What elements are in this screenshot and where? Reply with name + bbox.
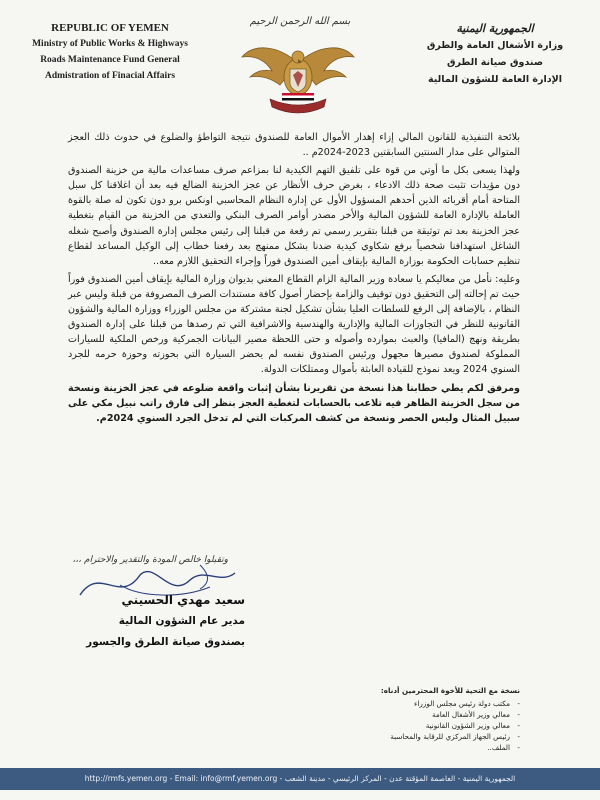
letterhead-footer xyxy=(0,768,600,790)
closing-salutation: وتقبلوا خالص المودة والتقدير والاحترام ،،، xyxy=(72,555,228,565)
copy-recipient: - رئيس الجهاز المركزي للرقابة والمحاسبة xyxy=(270,731,520,742)
arabic-letterhead xyxy=(400,20,590,88)
signatory-org: بصندوق صيانة الطرق والجسور xyxy=(86,636,245,648)
body-paragraph-2: ولهذا يسعى بكل ما أوتي من قوة على تلفيق التهم الكيدية لنا بمزاعم صرف مساعدات مالية من خزينة الصندوق دون مؤيدات تثبت صحة ذلك الادعاء ، بغرض حرف الأنظار عن عجز الخزينة الضالع فيه بعد أن اغلاقنا كل سبل المتاحة أمام أقربائه الذين أحدهم المسؤول الأول عن إدارة النظام المحاسبي اونكس برو دون تكون له صلة بالقوة العاملة بالإدارة العامة للشؤون المالية والأخر مصدر أوامر الصرف البنكي والتعدي من الخزينة من القيام بتغطية عجز الخزينة بعد تم توثيقة من قبلنا بتقرير رسمي تم رفعة من قبلنا إلى رئيس مجلس إدارة الصندوق وأصبح شغله الشاغل استهدافنا شخصياً برفع شكاوي كيدية ضدنا بشكل ممنهج بعد رفعنا خطاب إلى الوكيل المساعد لقطاع تنظيم حسابات الحكومة بوزارة المالية بإيقاف أمين الصندوق فوراً وإجراء التحقيق اللازم معه.. xyxy=(68,165,520,267)
bismillah: بسم الله الرحمن الرحيم xyxy=(249,16,351,27)
copies-list xyxy=(270,685,520,753)
copies-caption: نسخة مع التحية للأخوة المحترمين أدناه: xyxy=(380,686,520,695)
letterhead-ar-line-2: وزارة الأشغال العامة والطرق xyxy=(426,40,564,51)
copy-recipient: - معالي وزير الشؤون القانونية xyxy=(270,720,520,731)
signatory-title: مدير عام الشؤون المالية xyxy=(118,615,245,627)
letterhead-en-line-1: REPUBLIC OF YEMEN xyxy=(51,22,169,34)
signature-block xyxy=(70,590,245,653)
yemen-eagle-emblem-icon xyxy=(238,35,358,125)
body-paragraph-1: بلائحة التنفيذية للقانون المالي إزاء إهدار الأموال العامة للصندوق نتيجة التواطؤ والضلوع في حدوث ذلك العجز المتوالي على مدار السنتين السابقتين 2023-2024م .. xyxy=(68,132,520,159)
english-letterhead xyxy=(10,20,210,84)
copy-recipient: - معالي وزير الأشغال العامة xyxy=(270,709,520,720)
letterhead-ar-line-4: الإدارة العامة للشؤون المالية xyxy=(428,74,562,85)
letterhead-en-line-4: Admistration of Finacial Affairs xyxy=(44,71,176,81)
body-paragraph-4: ومرفق لكم يطي خطابنا هذا نسخة من تقريرنا بشأن إثبات واقعة ضلوعه في عجز الخزينة ونسخة من سجل الخزينة الظاهر فيه تلاعب بالحسابات لتغطية العجز بنظر إلى فارق راتب نبيل مكي على سبيل المثال وليس الحصر ونسخة من كشف المركبات التي لم تدخل الجرد السنوي 2024م. xyxy=(68,382,520,424)
body-paragraph-3: وعليه: نأمل من معاليكم يا سعادة وزير المالية الزام القطاع المعني بديوان وزارة المالية بإيقاف أمين الصندوق فوراً حيث تم إحالته إلى التحقيق دون توقيف والزامة بإحضار أصول كافة مستندات الصرف المصروفة من قبلة وليس عبر النظام ، بالإضافة إلى الرفع للسلطات العليا بشأن تشكيل لجنة مشتركة من مجلس الوزراء ووزارة المالية والشؤون القانونية للنظر في التجاوزات المالية والإدارية والهندسية والاشرافية التي تم رصدها من قبلنا على إدارة الصندوق بطريقة ونهج (المافيا) والعبث بموارده وأصوله و حتى اللحظة مصير البيانات الجمركية ورخص الملكية للسيارات المملوكة لصندوق مصيرها مجهول ورئيس الصندوق نفسه لم يحضر السيارة التي بحوزته وحوزة حرمه للجرد السنوي 2024 ويعد نموذج للقيادة العابثة بأموال وممتلكات الدولة. xyxy=(68,273,520,376)
letterhead-en-line-2: Ministry of Public Works & Highways xyxy=(32,39,188,49)
copy-recipient: - الملف.. xyxy=(270,742,520,753)
letterhead-ar-line-1: الجمهورية اليمنية xyxy=(456,22,534,35)
footer-contact-text: الجمهورية اليمنية - العاصمة المؤقتة عدن - المركز الرئيسي - مدينة الشعب - http://rmfs.yemen.org - Email: info@rmf.yemen.org xyxy=(84,774,516,783)
copy-recipient: - مكتب دولة رئيس مجلس الوزراء xyxy=(270,698,520,709)
letterhead-ar-line-3: صندوق صيانة الطرق xyxy=(447,57,543,68)
letterhead-en-line-3: Roads Maintenance Fund General xyxy=(40,55,180,65)
signatory-name: سعيد مهدي الحسيني xyxy=(121,593,245,607)
letter-body xyxy=(68,130,520,429)
